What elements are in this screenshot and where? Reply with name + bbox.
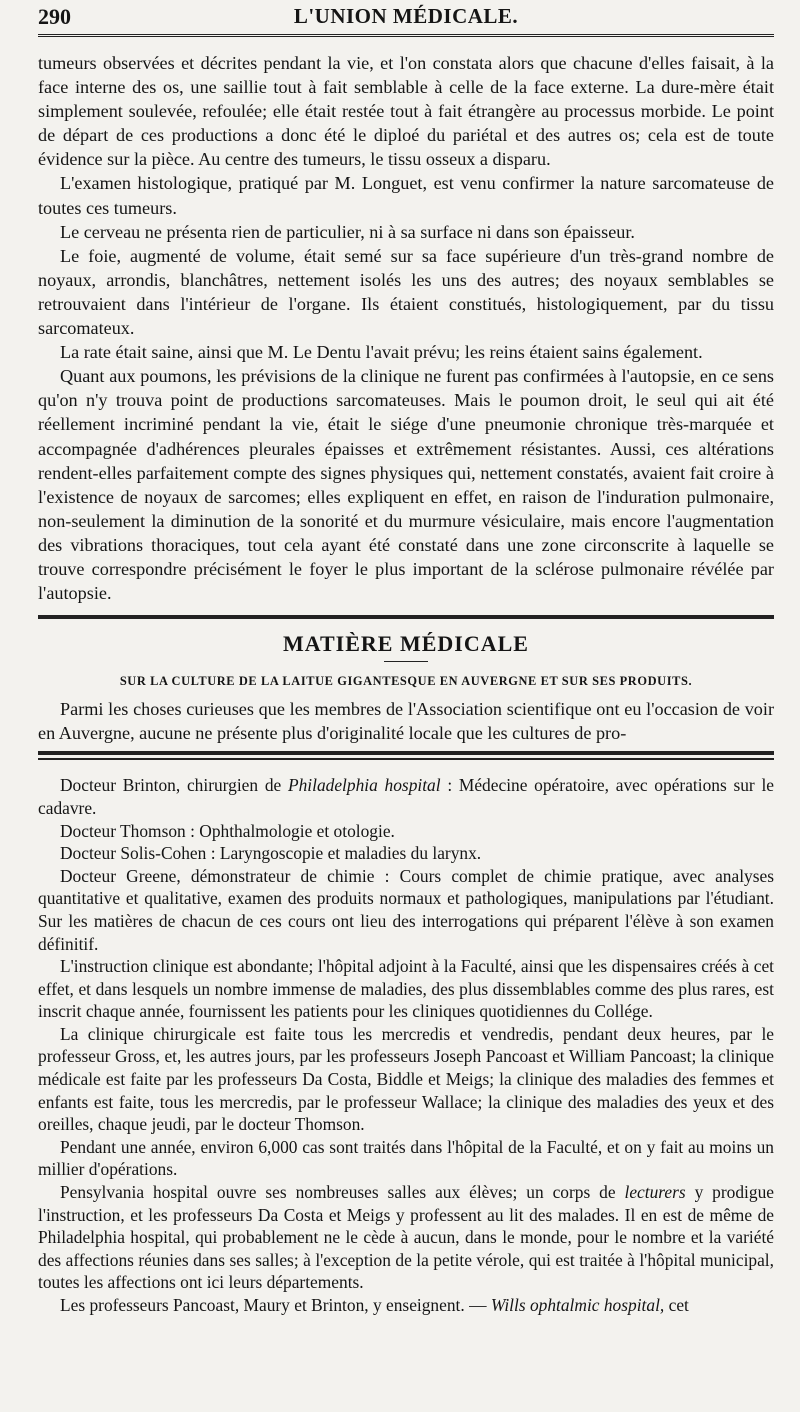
paragraph: Docteur Greene, démonstrateur de chimie : Cours complet de chimie pratique, avec analyses quantitative et qualitative, examen des produits normaux et pathologiques, manipulations par l'étudiant. Sur les matières de chacun de ces cours ont lieu des interrogations qui préparent l'élève à son examen définitif. [38,865,774,954]
paragraph: Quant aux poumons, les prévisions de la clinique ne furent pas confirmées à l'autopsie, en ce sens qu'on n'y trouva point de productions sarcomateuses. Mais le poumon droit, le seul qui ait été réellement incriminé pendant la vie, était le siége d'une pneumonie chronique très-marquée et accompagnée d'adhérences pleurales épaisses et extrêmement résistantes. Aussi, ces altérations rendent-elles parfaitement compte des signes physiques qui, nettement constatés, avaient fait croire à l'existence de noyaux de sarcomes; elles expliquent en effet, en raison de l'induration pulmonaire, non-seulement la diminution de la sonorité et du murmure vésiculaire, mais encore l'augmentation des vibrations thoraciques, tout cela ayant été constaté dans une zone circonscrite à laquelle se trouve correspondre précisément le foyer le plus important de la sclérose pulmonaire révélée par l'autopsie. [38,366,774,604]
paragraph: L'instruction clinique est abondante; l'hôpital adjoint à la Faculté, ainsi que les dispensaires créés à cet effet, et dans lesquels un nombre immense de maladies, des plus dissemblables comme des plus rares, est inscrit chaque année, fournissent les patients pour les cliniques quotidiennes du Collége. [38,956,774,1022]
paragraph: Docteur Thomson : Ophthalmologie et otologie. [60,820,395,841]
separator-rule [38,751,774,755]
paragraph: Parmi les choses curieuses que les membres de l'Association scientifique ont eu l'occasion de voir en Auvergne, aucune ne présente plus d'originalité locale que les cultures de pro- [38,699,774,744]
article-laitue [38,697,774,745]
article-title: SUR LA CULTURE DE LA LAITUE GIGANTESQUE EN AUVERGNE ET SUR SES PRODUITS. [119,674,693,689]
italic-run: Wills ophtalmic hospital, [490,1295,665,1315]
paragraph: Le foie, augmenté de volume, était semé sur sa face supérieure d'un très-grand nombre de noyaux, arrondis, blanchâtres, nettement isolés les uns des autres; des noyaux semblables se retrouvaient dans l'intérieur de l'organe. Ils étaient constitués, histologiquement, par du tissu sarcomateux. [38,245,774,339]
paragraph: La rate était saine, ainsi que M. Le Dentu l'avait prévu; les reins étaient sains également. [60,342,703,363]
paragraph: Docteur Solis-Cohen : Laryngoscopie et maladies du larynx. [60,843,482,864]
paragraph: L'examen histologique, pratiqué par M. Longuet, est venu confirmer la nature sarcomateuse de toutes ces tumeurs. [38,173,774,218]
title-underline [384,661,428,662]
italic-run: lecturers [624,1182,686,1203]
article-philadelphia [38,760,774,1316]
paragraph [38,1181,774,1294]
feuilleton-separator [38,751,774,760]
paragraph: Le cerveau ne présenta rien de particulier, ni à sa surface ni dans son épaisseur. [60,221,635,242]
article-autopsy [38,37,774,605]
paragraph [38,774,774,819]
text-run: Docteur Brinton, chirurgien de [60,775,288,796]
paragraph: La clinique chirurgicale est faite tous les mercredis et vendredis, pendant deux heures, par le professeur Gross, et, les autres jours, par les professeurs Joseph Pancoast et William Pancoast; la clinique médicale est faite par les professeurs Da Costa, Biddle et Meigs; la clinique des maladies des femmes et enfants est faite, tous les mercredis, par le professeur Wallace; la clinique des maladies des yeux et des oreilles, chaque jeudi, par le docteur Thomson. [38,1023,774,1135]
text-run: Pensylvania hospital ouvre ses nombreuses salles aux élèves; un corps de [60,1182,625,1203]
italic-run: Philadelphia hospital [287,775,441,796]
text-run: cet [664,1295,689,1315]
running-title: L'UNION MÉDICALE. [293,4,519,28]
paragraph: tumeurs observées et décrites pendant la vie, et l'on constata alors que chacune d'elles faisait, à la face interne des os, une saillie tout à fait semblable à celle de la face externe. La dure-mère était simplement soulevée, refoulée; elle était restée tout à fait étrangère au processus morbide. Le point de départ de ces productions a donc été le diploé du pariétal et des autres os; cela est de toute évidence sur la pièce. Au centre des tumeurs, le tissu osseux a disparu. [38,53,774,170]
paragraph [38,1294,774,1317]
text-run: y prodigue l'instruction, et les professeurs Da Costa et Meigs y professent au lit des malades. Il en est de même de Philadelphia hospital, qui probablement ne le cède à aucun, dans le monde, pour le nombre et la variété des affections réunies dans ses salles; à l'exception de la petite vérole, qui est traitée à l'hôpital municipal, toutes les affections ont ici leurs départements. [38,1182,774,1293]
section-rule [38,615,774,619]
text-run: Les professeurs Pancoast, Maury et Brinton, y enseignent. — [60,1295,491,1315]
section-title: MATIÈRE MÉDICALE [282,631,529,657]
section-matiere-medicale [38,615,774,745]
page-number: 290 [38,4,71,29]
paragraph: Pendant une année, environ 6,000 cas sont traités dans l'hôpital de la Faculté, et on y fait au moins un millier d'opérations. [38,1136,774,1180]
page-header [38,0,774,34]
text-run: : Médecine opératoire, avec opérations sur le cadavre. [38,775,775,818]
